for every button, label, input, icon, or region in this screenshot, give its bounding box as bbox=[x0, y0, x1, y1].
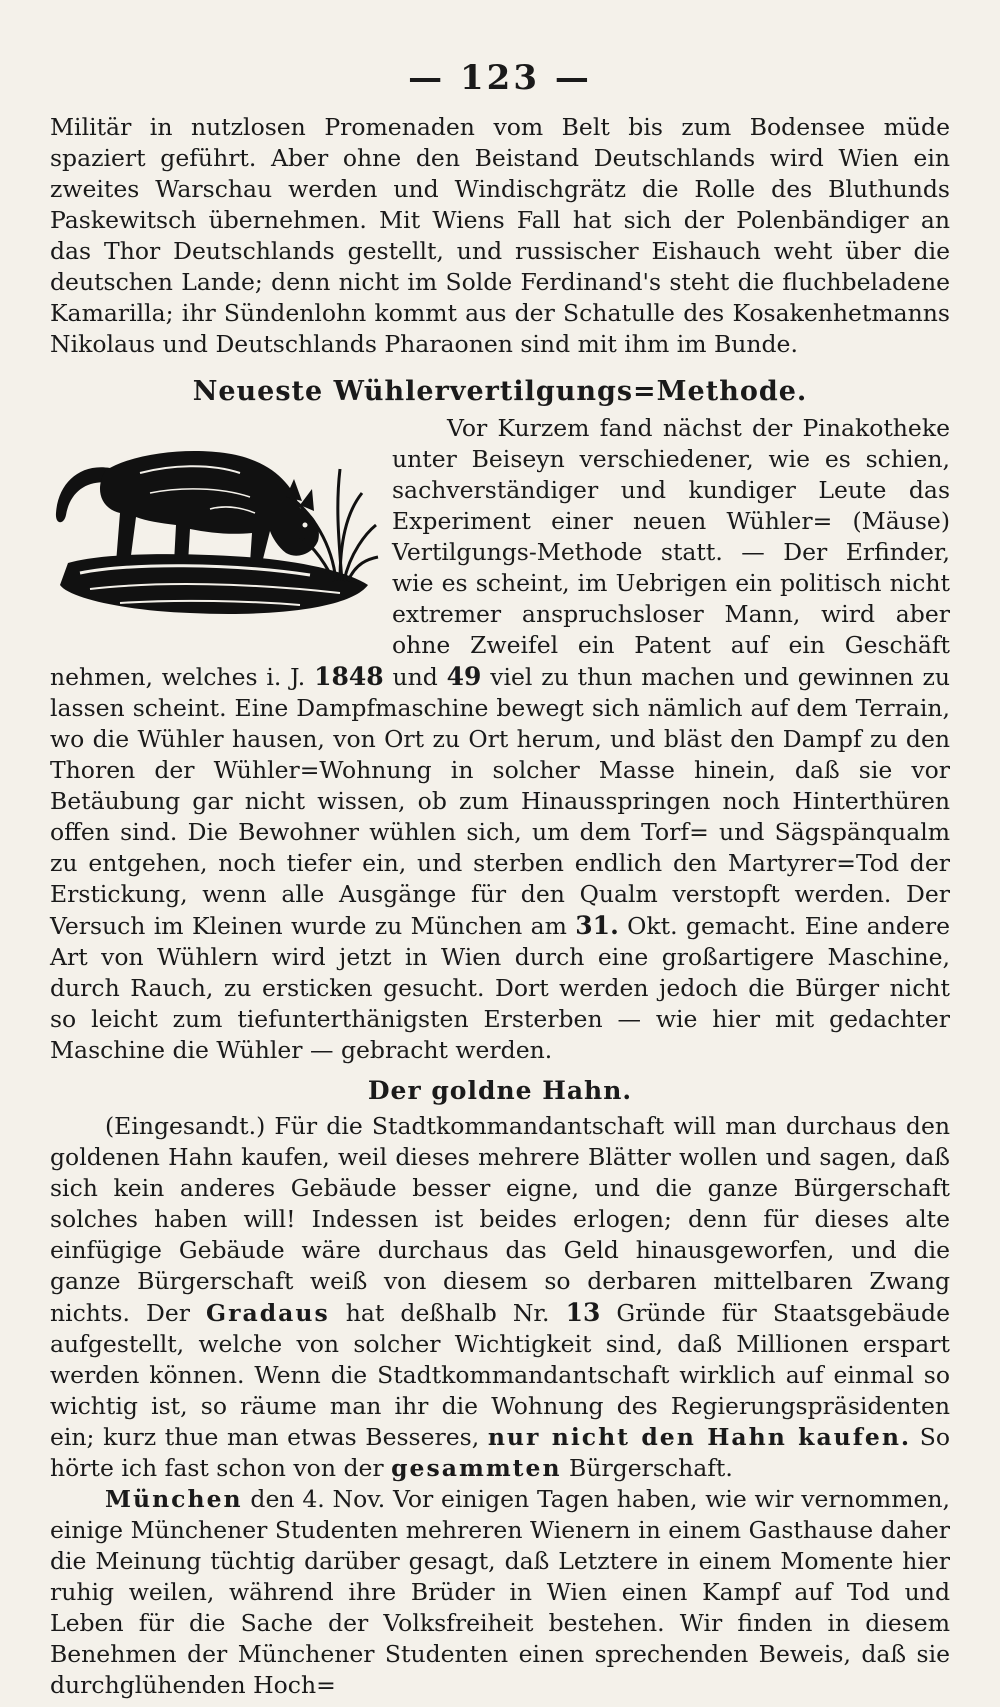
section-wuehler bbox=[50, 413, 950, 1066]
year-49: 49 bbox=[446, 662, 482, 691]
wuehler-text-c: viel zu thun machen und gewinnen zu lassen scheint. Eine Dampfmaschine bewegt sich nämlich auf dem Terrain, wo die Wühler hausen, von Ort zu Ort herum, und bläst den Dampf zu den Thoren der Wühler=Wohnung in solcher Masse hinein, daß sie vor Betäubung gar nicht wissen, ob zum Hinausspringen noch Hinterthüren offen sind. Die Bewohner wühlen sich, um dem Torf= und Sägspänqualm zu entgehen, noch tiefer ein, und sterben endlich den Martyrer=Tod der Erstickung, wenn alle Ausgänge für den Qualm verstopft werden. Der Versuch im Kleinen wurde zu München am bbox=[50, 663, 950, 940]
muenchen-text: den 4. Nov. Vor einigen Tagen haben, wie wir vernommen, einige Münchener Studenten mehreren Wienern in einem Gasthause daher die Meinung tüchtig darüber gesagt, daß Letztere in einem Momente hier ruhig weilen, während ihre Brüder in Wien einen Kampf auf Tod und Leben für die Sache der Volksfreiheit bestehen. Wir finden in diesem Benehmen der Münchener Studenten einen sprechenden Beweis, daß sie durchglühenden Hoch= bbox=[50, 1485, 950, 1699]
gesammten-word: gesammten bbox=[391, 1454, 562, 1482]
page-number: — 123 — bbox=[408, 58, 592, 98]
hahn-text-b: hat deßhalb Nr. bbox=[329, 1299, 566, 1327]
hahn-text-a: (Eingesandt.) Für die Stadtkommandantschaft will man durchaus den goldenen Hahn kaufen, weil dieses mehrere Blätter wollen und sagen, daß sich kein anderes Gebäude besser eigne, und die ganze Bürgerschaft solches haben will! Indessen ist beides erlogen; denn für dieses alte einfügige Gebäude wäre durchaus das Geld hinausgeworfen, und die ganze Bürgerschaft weiß von diesem so derbaren mittelbaren Zwang nichts. Der bbox=[50, 1112, 950, 1327]
hahn-text-d: So hörte ich fast schon von der bbox=[50, 1423, 950, 1482]
number-13: 13 bbox=[565, 1298, 601, 1327]
intro-paragraph: Militär in nutzlosen Promenaden vom Belt bis zum Bodensee müde spaziert geführt. Aber ohne den Beistand Deutschlands wird Wien ein zweites Warschau werden und Windischgrätz die Rolle des Bluthunds Paskewitsch übernehmen. Mit Wiens Fall hat sich der Polenbändiger an das Thor Deutschlands gestellt, und russischer Eishauch weht über die deutschen Lande; denn nicht im Solde Ferdinand's steht die fluchbeladene Kamarilla; ihr Sündenlohn kommt aus der Schatulle des Kosakenhetmanns Nikolaus und Deutschlands Pharaonen sind mit ihm im Bunde. bbox=[50, 113, 950, 358]
hahn-text-c: Gründe für Staatsgebäude aufgestellt, welche von solcher Wichtigkeit sind, daß Millionen erspart werden können. Wenn die Stadtkommandantschaft wirklich auf einmal so wichtig ist, so räume man ihr die Wohnung des Regierungspräsidenten ein; kurz thue man etwas Besseres, bbox=[50, 1299, 950, 1451]
hahn-emphasis: nur nicht den Hahn kaufen. bbox=[487, 1423, 912, 1451]
wuehler-text-b: und bbox=[383, 663, 447, 691]
gradaus-name: Gradaus bbox=[206, 1299, 330, 1327]
section-heading-goldne-hahn: Der goldne Hahn. bbox=[367, 1076, 633, 1105]
hahn-text-e: Bürgerschaft. bbox=[561, 1454, 733, 1482]
goldne-hahn-paragraph bbox=[50, 1111, 950, 1484]
cat-woodcut-illustration bbox=[50, 413, 380, 631]
wuehler-text-a: Vor Kurzem fand nächst der Pinakotheke unter Beiseyn verschiedener, wie es schien, sachverständiger und kundiger Leute das Experiment einer neuen Wühler= (Mäuse) Vertilgungs-Methode statt. — Der Erfinder, wie es scheint, im Uebrigen ein politisch nicht extremer anspruchsloser Mann, wird aber ohne Zweifel ein Patent auf ein Geschäft nehmen, welches i. J. bbox=[50, 414, 950, 691]
cat-woodcut-icon bbox=[50, 413, 380, 631]
wuehler-text-d: Okt. gemacht. Eine andere Art von Wühlern wird jetzt in Wien durch eine großartigere Maschine, durch Rauch, zu ersticken gesucht. Dort werden jedoch die Bürger nicht so leicht zum tiefunterthänigsten Ersterben — wie hier mit gedachter Maschine die Wühler — gebracht werden. bbox=[50, 912, 950, 1064]
muenchen-paragraph bbox=[50, 1484, 950, 1701]
city-muenchen: München bbox=[105, 1485, 243, 1513]
newspaper-page bbox=[50, 58, 950, 1701]
year-1848: 1848 bbox=[314, 662, 384, 691]
date-31: 31. bbox=[575, 911, 619, 940]
section-heading-wuehler: Neueste Wühlervertilgungs=Methode. bbox=[192, 376, 808, 407]
